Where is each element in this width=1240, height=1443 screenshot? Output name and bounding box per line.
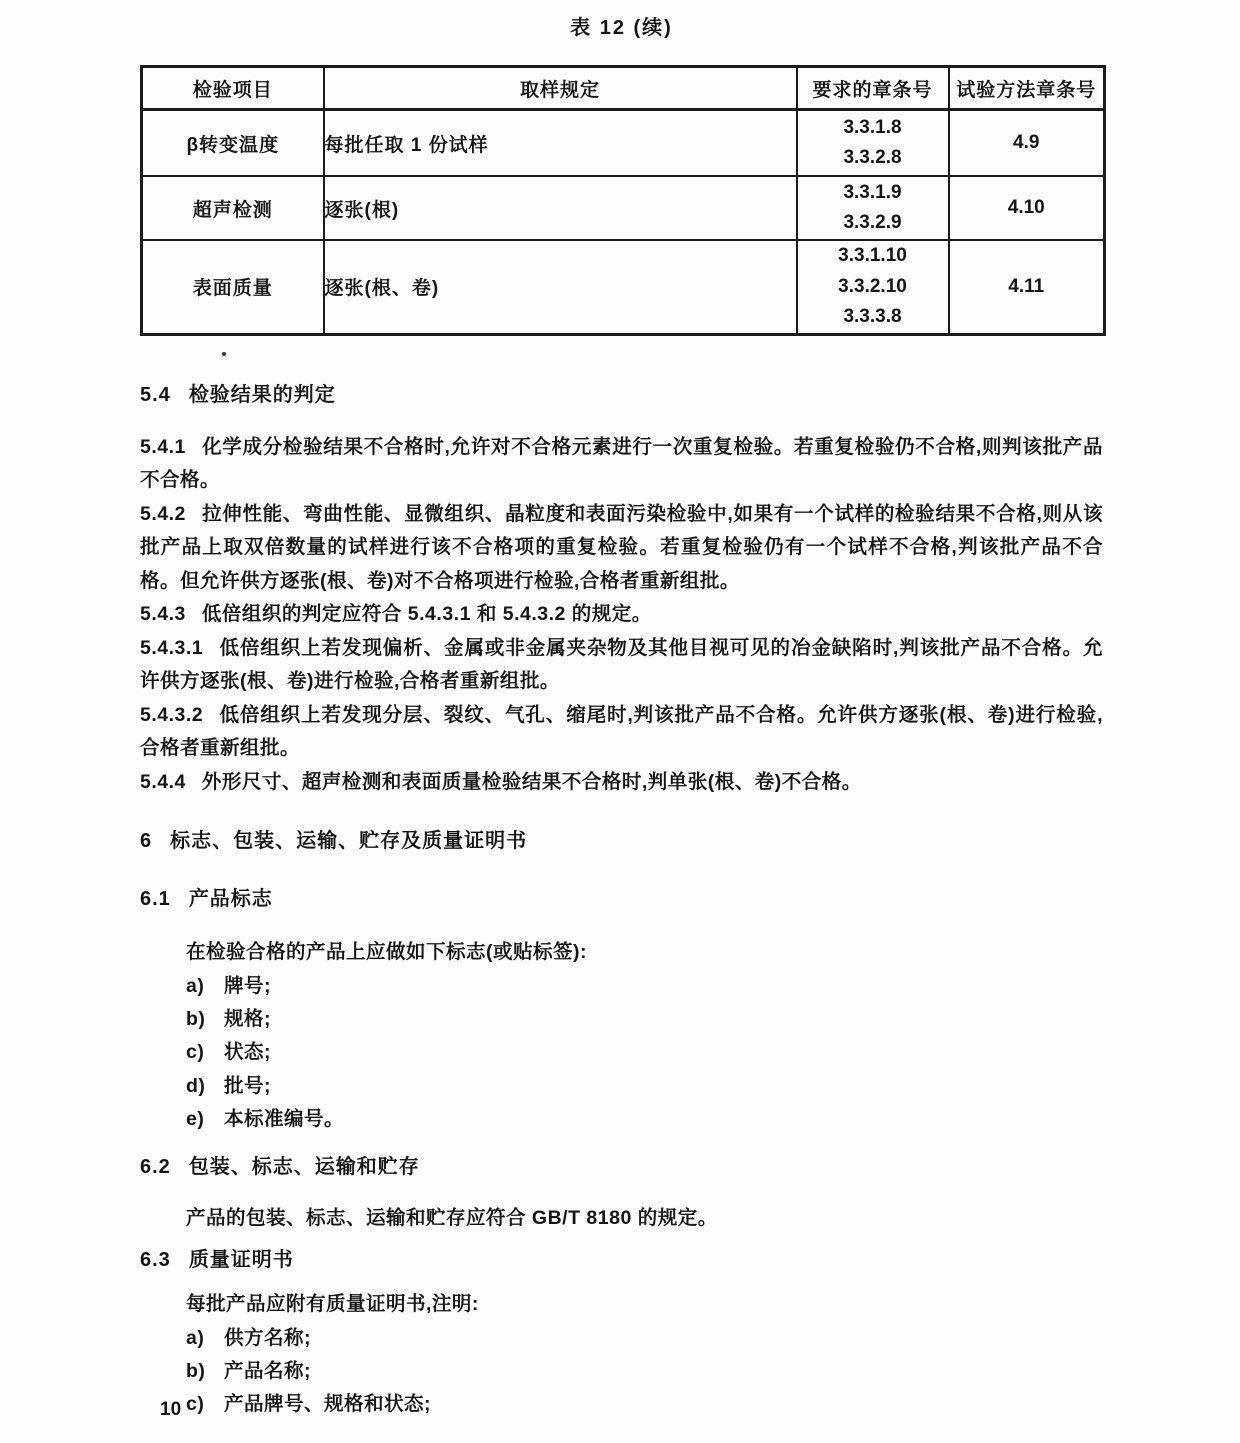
section-number: 6.2 [140,1155,171,1178]
section-number: 5.4.1 [140,435,186,458]
list-item-certificate-c [140,1388,1103,1421]
paragraph-text: 外形尺寸、超声检测和表面质量检验结果不合格时,判单张(根、卷)不合格。 [201,770,862,793]
clause-ref: 3.3.2.10 [838,275,907,297]
section-title: 检验结果的判定 [188,383,336,406]
list-item-marking-c [140,1036,1103,1069]
cell-method: 4.9 [949,110,1105,177]
cell-clauses [797,110,949,177]
paragraph-text: 低倍组织上若发现偏析、金属或非金属夹杂物及其他目视可见的冶金缺陷时,判该批产品不合格。允许供方逐张(根、卷)进行检验,合格者重新组批。 [140,636,1103,692]
cell-item: β转变温度 [142,110,324,177]
section-number: 6.3 [140,1249,171,1272]
paragraph-6-1-intro: 在检验合格的产品上应做如下标志(或贴标签): [186,941,587,963]
section-number: 5.4.2 [140,502,186,525]
paragraph-6-3-intro: 每批产品应附有质量证明书,注明: [186,1293,479,1316]
list-marker: c) [186,1041,205,1064]
list-marker: b) [186,1359,206,1382]
list-text: 牌号; [224,974,271,997]
column-header-requirement-clause: 要求的章条号 [797,67,949,110]
paragraph-text: 拉伸性能、弯曲性能、显微组织、晶粒度和表面污染检验中,如果有一个试样的检验结果不合格,则从该批产品上取双倍数量的试样进行该不合格项的重复检验。若重复检验仍有一个试样不合格,判该批产品不合格。但允许供方逐张(根、卷)对不合格项进行检验,合格者重新组批。 [140,502,1103,592]
section-title: 包装、标志、运输和贮存 [188,1155,420,1178]
heading-6-1 [140,886,1103,913]
clause-ref: 3.3.1.9 [843,181,902,203]
heading-6 [140,828,1103,855]
table-row-ultrasonic [142,176,1105,240]
inspection-table [140,65,1106,336]
paragraph-5-4-3 [140,598,1103,632]
list-text: 规格; [224,1007,271,1030]
list-text: 本标准编号。 [224,1108,345,1131]
cell-method: 4.11 [949,240,1105,334]
table-title: 表 12 (续) [570,17,673,39]
section-title: 质量证明书 [188,1249,294,1272]
list-marker: e) [186,1108,205,1131]
paragraph-5-4-2 [140,498,1103,599]
heading-6-2 [140,1154,1103,1181]
paragraph-5-4-4 [140,766,1103,800]
column-header-inspection-item: 检验项目 [142,67,324,110]
table-header-row [142,67,1105,110]
list-marker: b) [186,1007,206,1030]
clause-ref: 3.3.1.10 [838,245,907,266]
heading-6-3 [140,1247,1103,1274]
list-marker: d) [186,1074,206,1097]
clause-ref: 3.3.1.8 [843,116,902,138]
cell-item: 超声检测 [142,176,324,240]
section-title: 产品标志 [188,888,273,910]
cell-clauses [797,176,949,240]
table-row-surface-quality [142,240,1105,334]
section-number: 5.4.3 [140,603,186,625]
list-text: 批号; [224,1074,271,1097]
clause-ref: 3.3.2.9 [843,212,902,233]
section-number: 6.1 [140,888,171,910]
list-text: 产品名称; [224,1359,311,1382]
list-marker: a) [186,974,205,997]
column-header-sampling-rule: 取样规定 [324,67,797,110]
list-marker: a) [186,1326,205,1349]
paragraph-5-4-3-2 [140,699,1103,766]
paragraph-text: 低倍组织的判定应符合 5.4.3.1 和 5.4.3.2 的规定。 [201,603,652,625]
list-item-certificate-b [140,1355,1103,1388]
section-number: 5.4.4 [140,770,186,793]
list-item-marking-b [140,1003,1103,1036]
table-row-beta-transus [142,110,1105,177]
paragraph-5-4-1 [140,431,1103,498]
paragraph-text: 化学成分检验结果不合格时,允许对不合格元素进行一次重复检验。若重复检验仍不合格,则判该批产品不合格。 [140,435,1103,491]
list-item-marking-a [140,970,1103,1003]
cell-sampling: 逐张(根) [324,176,797,240]
cell-sampling: 每批任取 1 份试样 [324,110,797,177]
document-content [140,0,1103,1422]
section-number: 5.4.3.2 [140,703,204,726]
list-item-marking-e [140,1103,1103,1136]
list-text: 状态; [224,1041,271,1064]
list-text: 供方名称; [224,1326,311,1349]
page-number: 10 [160,1399,182,1420]
list-marker: c) [186,1393,205,1416]
section-number: 6 [140,830,153,852]
cell-clauses [797,240,949,334]
cell-method: 4.10 [949,176,1105,240]
cell-item: 表面质量 [142,240,324,334]
list-item-marking-d [140,1070,1103,1103]
heading-5-4 [140,382,1103,409]
paragraph-text: 低倍组织上若发现分层、裂纹、气孔、缩尾时,判该批产品不合格。允许供方逐张(根、卷)进行检验,合格者重新组批。 [140,703,1103,759]
clause-ref: 3.3.3.8 [843,306,902,327]
section-number: 5.4 [140,383,171,406]
section-number: 5.4.3.1 [140,636,204,659]
column-header-test-method-clause: 试验方法章条号 [949,67,1105,110]
paragraph-5-4-3-1 [140,632,1103,699]
paragraph-6-2: 产品的包装、标志、运输和贮存应符合 GB/T 8180 的规定。 [186,1206,718,1229]
list-item-certificate-a [140,1322,1103,1355]
clause-ref: 3.3.2.8 [843,147,902,168]
list-text: 产品牌号、规格和状态; [224,1393,431,1416]
cell-sampling: 逐张(根、卷) [324,240,797,334]
section-title: 标志、包装、运输、贮存及质量证明书 [170,830,528,852]
